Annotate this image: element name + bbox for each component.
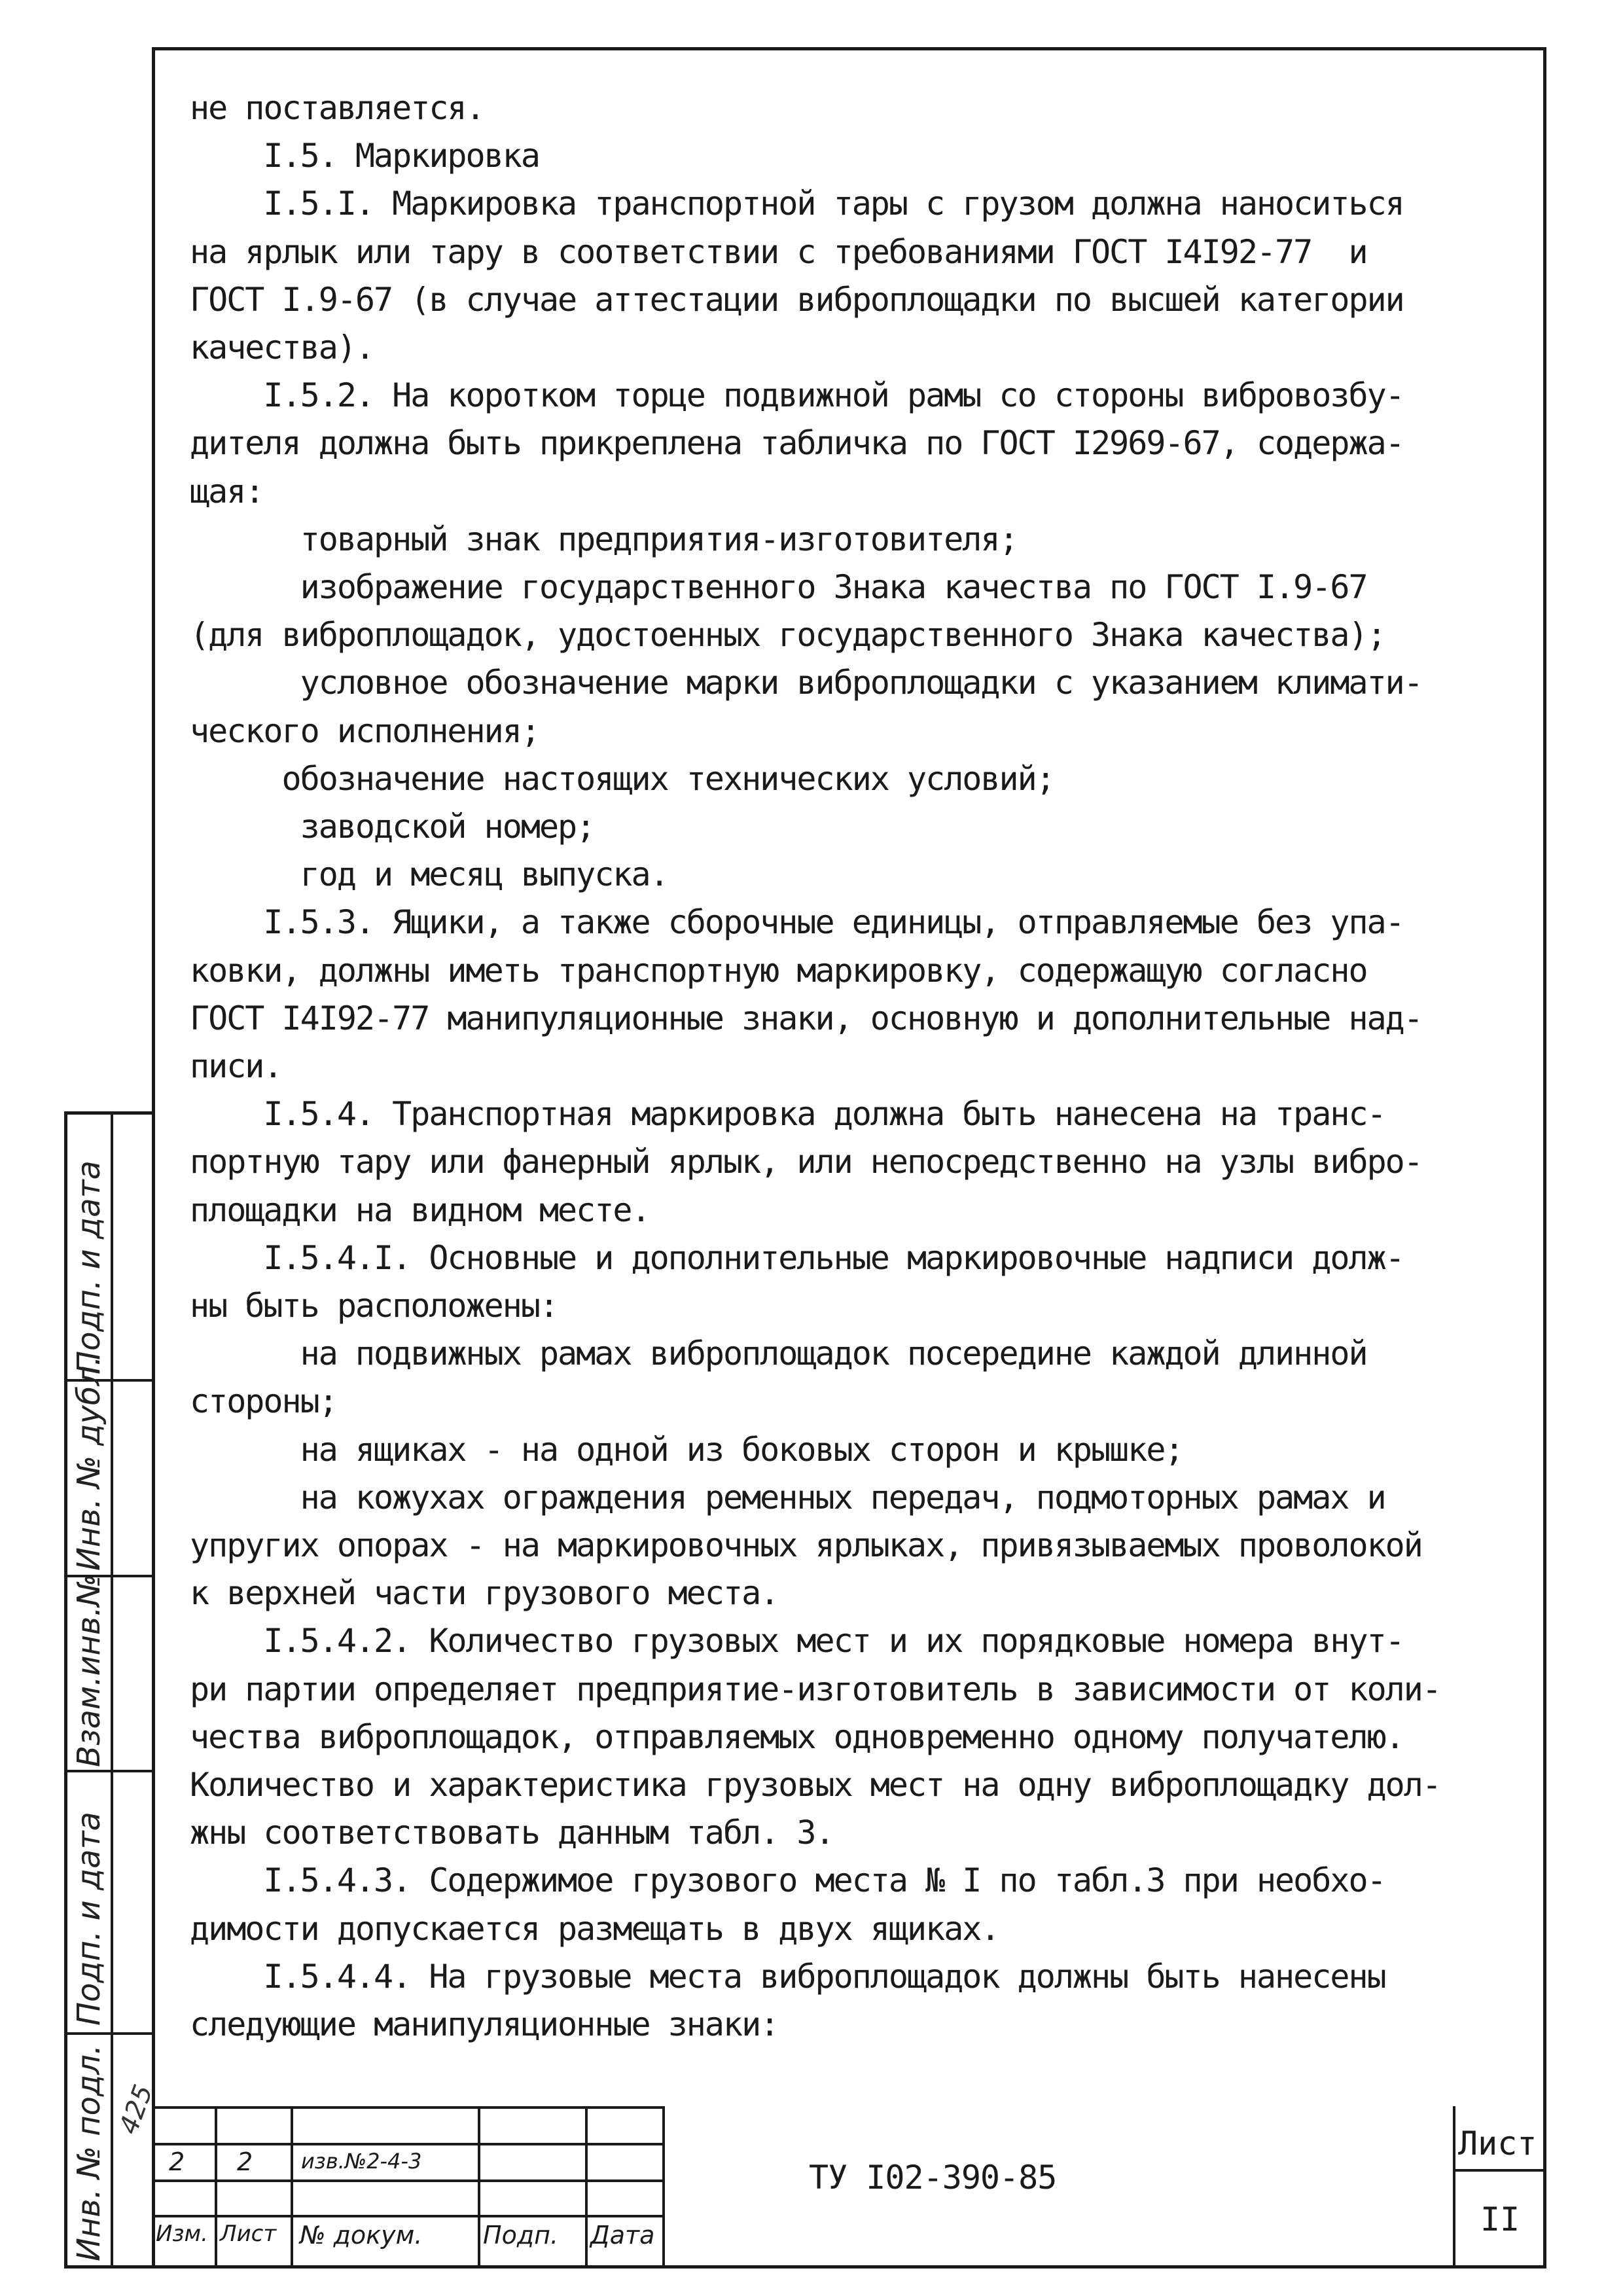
- text-line: жны соответствовать данным табл. 3.: [190, 1814, 834, 1852]
- header-izm: Изм.: [156, 2221, 208, 2247]
- rev-docnum: изв.№2-4-3: [301, 2149, 422, 2174]
- text-line: обозначение настоящих технических условий;: [190, 759, 1054, 798]
- text-line: Количество и характеристика грузовых мест на одну виброплощадку дол-: [190, 1766, 1440, 1804]
- text-line: качества).: [190, 329, 374, 367]
- text-line: I.5.4.4. На грузовые места виброплощадок должны быть нанесены: [190, 1957, 1385, 1996]
- text-line: на ярлык или тару в соответствии с требованиями ГОСТ I4I92-77 и: [190, 232, 1367, 271]
- document-number: ТУ I02-390-85: [809, 2159, 1057, 2197]
- text-line: ны быть расположены:: [190, 1287, 558, 1325]
- side-label-podp-data-bottom: Подп. и дата: [71, 1812, 107, 2026]
- text-line: портную тару или фанерный ярлык, или непосредственно на узлы вибро-: [190, 1143, 1422, 1181]
- text-line: следующие манипуляционные знаки:: [190, 2005, 779, 2043]
- text-line: I.5.2. На коротком торце подвижной рамы со стороны вибровозбу-: [190, 376, 1404, 415]
- rev-list: 2: [237, 2147, 253, 2176]
- text-line: димости допускается размещать в двух ящиках.: [190, 1909, 999, 1948]
- text-line: I.5.4.I. Основные и дополнительные маркировочные надписи долж-: [190, 1238, 1404, 1277]
- text-line: год и месяц выпуска.: [190, 855, 668, 894]
- side-label-inv-dubl: Инв. № дубл.: [71, 1355, 107, 1571]
- header-docnum: № докум.: [300, 2221, 423, 2250]
- text-line: на подвижных рамах виброплощадок посередине каждой длинной: [190, 1335, 1367, 1373]
- text-line: ческого исполнения;: [190, 711, 539, 750]
- text-line: ковки, должны иметь транспортную маркировку, содержащую согласно: [190, 951, 1367, 990]
- text-line: упругих опорах - на маркировочных ярлыках, привязываемых проволокой: [190, 1526, 1422, 1564]
- text-line: не поставляется.: [190, 89, 484, 127]
- text-line: I.5.I. Маркировка транспортной тары с грузом должна наноситься: [190, 185, 1404, 223]
- handwritten-number: 425: [113, 2081, 159, 2138]
- text-line: I.5.4.2. Количество грузовых мест и их порядковые номера внут-: [190, 1622, 1404, 1660]
- text-line: (для виброплощадок, удостоенных государственного Знака качества);: [190, 616, 1385, 655]
- text-line: дителя должна быть прикреплена табличка по ГОСТ I2969-67, содержа-: [190, 424, 1404, 463]
- header-data: Дата: [590, 2221, 655, 2250]
- header-podp: Подп.: [483, 2221, 559, 2250]
- text-line: I.5.4. Транспортная маркировка должна быть нанесена на транс-: [190, 1095, 1385, 1134]
- text-line: заводской номер;: [190, 808, 595, 846]
- side-label-inv-podl: Инв. № подл.: [71, 2044, 107, 2261]
- text-line: писи.: [190, 1047, 282, 1085]
- text-line: щая:: [190, 472, 264, 511]
- header-list: Лист: [220, 2221, 277, 2247]
- text-line: ри партии определяет предприятие-изготовитель в зависимости от коли-: [190, 1670, 1440, 1708]
- text-line: стороны;: [190, 1382, 337, 1421]
- sheet-number: II: [1480, 2200, 1520, 2238]
- text-line: I.5.4.3. Содержимое грузового места № I по табл.3 при необхо-: [190, 1861, 1385, 1900]
- text-line: площадки на видном месте.: [190, 1191, 650, 1229]
- text-line: I.5.3. Ящики, а также сборочные единицы, отправляемые без упа-: [190, 903, 1404, 942]
- text-line: на кожухах ограждения ременных передач, подмоторных рамах и: [190, 1478, 1385, 1516]
- text-line: I.5. Маркировка: [190, 137, 539, 175]
- text-line: чества виброплощадок, отправляемых одновременно одному получателю.: [190, 1717, 1404, 1756]
- side-label-podp-data-top: Подп. и дата: [71, 1160, 107, 1374]
- text-line: ГОСТ I.9-67 (в случае аттестации виброплощадки по высшей категории: [190, 280, 1404, 319]
- text-line: изображение государственного Знака качества по ГОСТ I.9-67: [190, 568, 1367, 606]
- text-line: условное обозначение марки виброплощадки с указанием климати-: [190, 664, 1422, 702]
- text-line: к верхней части грузового места.: [190, 1574, 779, 1613]
- side-label-vzam-inv: Взам.инв.№: [71, 1573, 107, 1767]
- rev-izm: 2: [169, 2147, 185, 2176]
- text-line: ГОСТ I4I92-77 манипуляционные знаки, основную и дополнительные над-: [190, 999, 1422, 1037]
- text-line: товарный знак предприятия-изготовителя;: [190, 520, 1018, 558]
- text-line: на ящиках - на одной из боковых сторон и крышке;: [190, 1430, 1183, 1469]
- sheet-label: Лист: [1458, 2125, 1537, 2162]
